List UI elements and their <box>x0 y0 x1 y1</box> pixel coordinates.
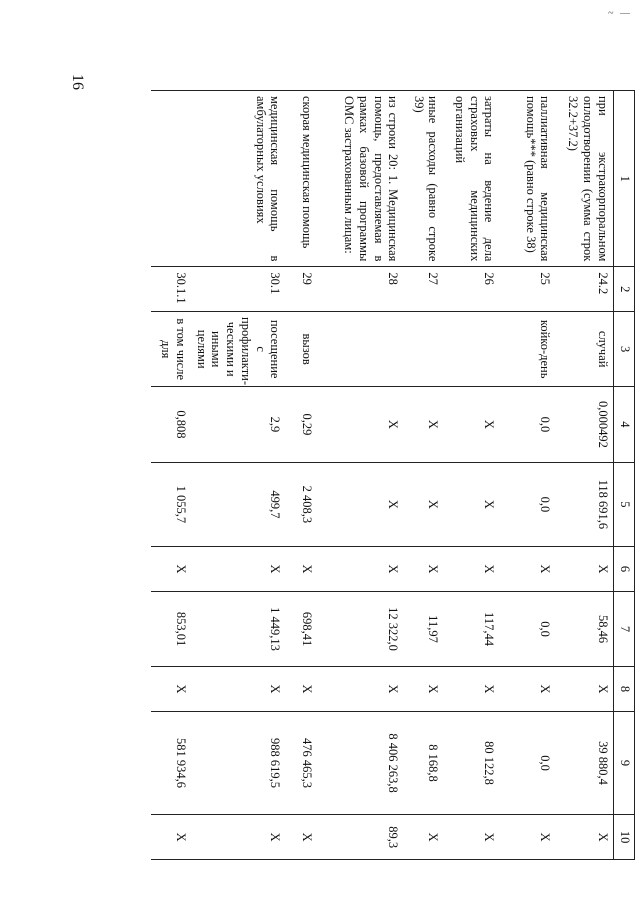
cell-value: X <box>444 547 500 592</box>
row-code: 24.2 <box>556 267 614 312</box>
table-row <box>151 91 191 860</box>
cell-value: 58,46 <box>556 591 614 666</box>
cell-value: X <box>151 667 191 712</box>
budget-table <box>151 90 635 860</box>
scan-mark: ~ — <box>608 8 632 19</box>
cell-value: X <box>444 667 500 712</box>
table-row <box>191 91 286 860</box>
cell-value: 0,0 <box>500 462 556 547</box>
cell-value: 988 619,5 <box>191 711 286 814</box>
cell-value: 11,97 <box>404 591 444 666</box>
row-unit <box>318 312 404 387</box>
column-header: 6 <box>614 547 635 592</box>
row-unit: вызов <box>286 312 318 387</box>
row-name: скорая медицинская помощь <box>286 91 318 267</box>
column-header: 1 <box>614 91 635 267</box>
cell-value: X <box>556 547 614 592</box>
cell-value: X <box>444 387 500 462</box>
cell-value: X <box>444 462 500 547</box>
row-code: 30.1 <box>191 267 286 312</box>
cell-value: 499,7 <box>191 462 286 547</box>
column-header: 2 <box>614 267 635 312</box>
row-name <box>151 91 191 267</box>
cell-value: 89,3 <box>318 815 404 860</box>
row-name: паллиативная медицинская помощь*** (равно строке 38) <box>500 91 556 267</box>
row-code: 30.1.1 <box>151 267 191 312</box>
cell-value: X <box>191 815 286 860</box>
page-number: 16 <box>69 74 86 90</box>
table-row <box>286 91 318 860</box>
cell-value: 0,000492 <box>556 387 614 462</box>
table-row <box>318 91 404 860</box>
table-row <box>404 91 444 860</box>
cell-value: 853,01 <box>151 591 191 666</box>
cell-value: X <box>404 547 444 592</box>
cell-value: X <box>318 667 404 712</box>
column-header: 3 <box>614 312 635 387</box>
row-name: иные расходы (равно строке 39) <box>404 91 444 267</box>
cell-value: 0,808 <box>151 387 191 462</box>
column-header: 10 <box>614 815 635 860</box>
cell-value: X <box>318 387 404 462</box>
cell-value: X <box>500 815 556 860</box>
cell-value: 0,0 <box>500 711 556 814</box>
cell-value: X <box>404 815 444 860</box>
row-code: 25 <box>500 267 556 312</box>
row-code: 27 <box>404 267 444 312</box>
cell-value: 12 322,0 <box>318 591 404 666</box>
cell-value: X <box>404 462 444 547</box>
cell-value: X <box>404 667 444 712</box>
cell-value: 581 934,6 <box>151 711 191 814</box>
cell-value: 1 449,13 <box>191 591 286 666</box>
cell-value: X <box>191 667 286 712</box>
cell-value: X <box>556 667 614 712</box>
table-header-row <box>614 91 635 860</box>
rotated-page-content <box>125 90 635 860</box>
row-code: 28 <box>318 267 404 312</box>
row-unit: посещение с профилакти-ческими и иными целями <box>191 312 286 387</box>
cell-value: X <box>151 815 191 860</box>
cell-value: X <box>318 462 404 547</box>
cell-value: 2 408,3 <box>286 462 318 547</box>
column-header: 8 <box>614 667 635 712</box>
row-unit: койко-день <box>500 312 556 387</box>
cell-value: 0,0 <box>500 591 556 666</box>
cell-value: X <box>286 547 318 592</box>
cell-value: 39 880,4 <box>556 711 614 814</box>
row-name: медицинская помощь в амбулаторных условиях <box>191 91 286 267</box>
cell-value: X <box>500 547 556 592</box>
cell-value: X <box>191 547 286 592</box>
row-code: 29 <box>286 267 318 312</box>
column-header: 5 <box>614 462 635 547</box>
cell-value: X <box>556 815 614 860</box>
table-row <box>444 91 500 860</box>
column-header: 9 <box>614 711 635 814</box>
cell-value: 476 465,3 <box>286 711 318 814</box>
cell-value: X <box>318 547 404 592</box>
cell-value: 118 691,6 <box>556 462 614 547</box>
cell-value: X <box>404 387 444 462</box>
row-unit: в том числе для <box>151 312 191 387</box>
row-unit <box>444 312 500 387</box>
cell-value: 1 055,7 <box>151 462 191 547</box>
row-unit <box>404 312 444 387</box>
cell-value: 8 168,8 <box>404 711 444 814</box>
table-row <box>556 91 614 860</box>
cell-value: 80 122,8 <box>444 711 500 814</box>
table-row <box>500 91 556 860</box>
row-code: 26 <box>444 267 500 312</box>
cell-value: 117,44 <box>444 591 500 666</box>
cell-value: X <box>151 547 191 592</box>
row-name: при экстракорпоральном оплодотворении (сумма строк 32.2+37.2) <box>556 91 614 267</box>
cell-value: X <box>286 667 318 712</box>
cell-value: X <box>286 815 318 860</box>
cell-value: 698,41 <box>286 591 318 666</box>
cell-value: X <box>444 815 500 860</box>
column-header: 4 <box>614 387 635 462</box>
cell-value: 0,0 <box>500 387 556 462</box>
cell-value: 2,9 <box>191 387 286 462</box>
cell-value: 0,29 <box>286 387 318 462</box>
row-name: затраты на ведение дела страховых медицинских организаций <box>444 91 500 267</box>
row-unit: случай <box>556 312 614 387</box>
cell-value: X <box>500 667 556 712</box>
cell-value: 8 406 263,8 <box>318 711 404 814</box>
row-name: из строки 20: 1. Медицинская помощь, предоставляемая в рамках базовой программы ОМС застрахованным лицам: <box>318 91 404 267</box>
column-header: 7 <box>614 591 635 666</box>
